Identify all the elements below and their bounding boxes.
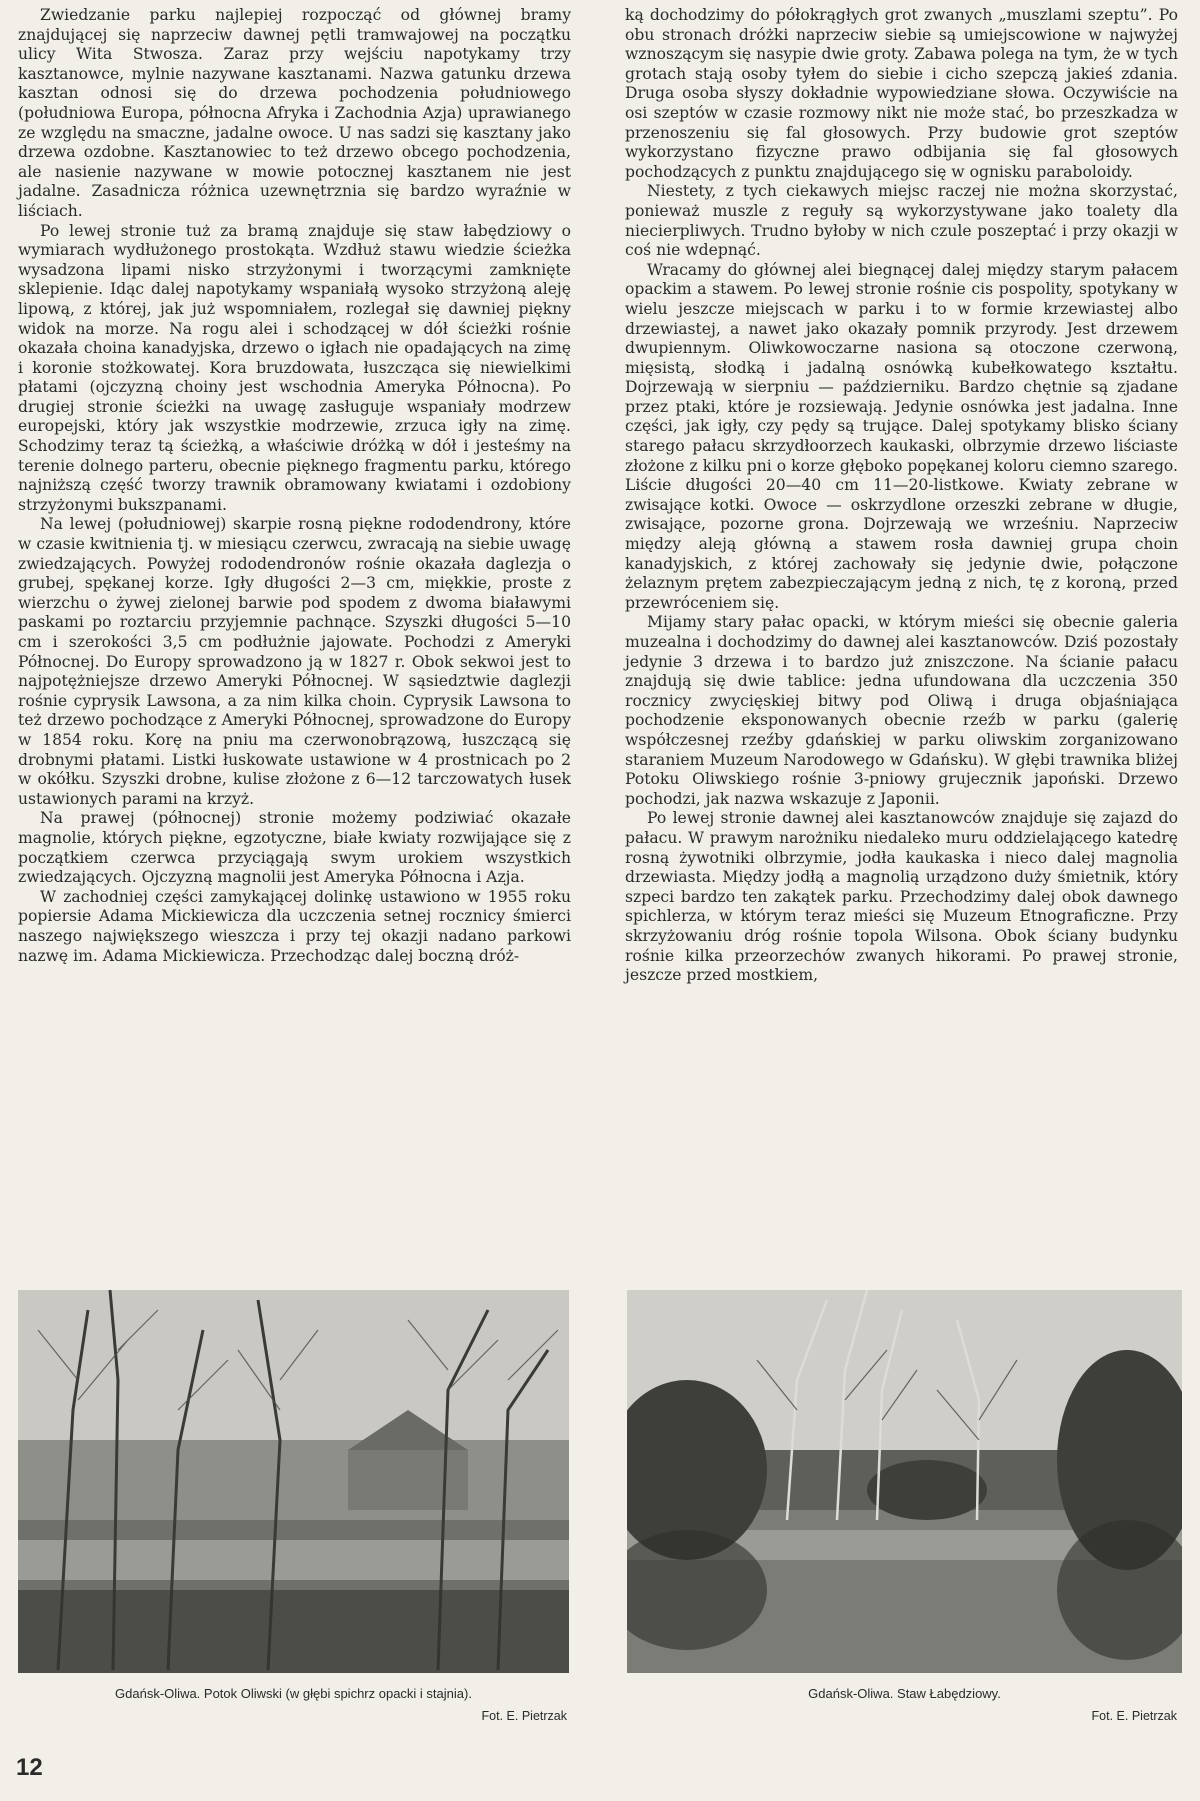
photo-credit: Fot. E. Pietrzak — [481, 1709, 567, 1723]
right-text-column — [625, 6, 1178, 986]
left-text-column — [18, 6, 571, 966]
photo-staw-labedziowy-image — [627, 1290, 1182, 1673]
photo-caption: Gdańsk-Oliwa. Staw Łabędziowy. — [808, 1686, 1001, 1701]
paragraph: ką dochodzimy do półokrągłych grot zwanych „muszlami szeptu”. Po obu stronach dróżki naprzeciw siebie są umiejscowione w najwyżej wznoszącym się nasypie dwie groty. Zabawa polega na tym, że w tych grotach stają osoby tyłem do siebie i cicho szepczą jakieś zdania. Druga osoba słyszy dokładnie wypowiedziane słowa. Oczywiście na osi szeptów w czasie rozmowy nikt nie może stać, bo przeszkadza w przenoszeniu się fal głosowych. Przy budowie grot szeptów wykorzystano fizyczne prawo odbijania się fal głosowych pochodzących z punktu znajdującego się w ognisku paraboloidy. — [625, 6, 1178, 181]
photo-credit: Fot. E. Pietrzak — [1091, 1709, 1177, 1723]
paragraph: Niestety, z tych ciekawych miejsc raczej nie można skorzystać, ponieważ muszle z reguły są wykorzystywane jako toalety dla niecierpliwych. Trudno byłoby w nich czule poszeptać i przy okazji w coś nie wdepnąć. — [625, 182, 1178, 260]
paragraph: Na lewej (południowej) skarpie rosną piękne rododendrony, które w czasie kwitnienia tj. w miesiącu czerwcu, zwracają na siebie uwagę zwiedzających. Powyżej rododendronów rośnie okazała daglezja o grubej, spękanej korze. Igły długości 2—3 cm, miękkie, proste z wierzchu o żywej zielonej barwie pod spodem z dwoma białawymi paskami po roztarciu przyjemnie pachnące. Szyszki długości 5—10 cm i szerokości 3,5 cm podłużnie jajowate. Pochodzi z Ameryki Północnej. Do Europy sprowadzono ją w 1827 r. Obok sekwoi jest to najpotężniejsze drzewo Ameryki Północnej. W sąsiedztwie daglezji rośnie cyprysik Lawsona, a za nim kilka choin. Cyprysik Lawsona to też drzewo pochodzące z Ameryki Północnej, sprowadzone do Europy w 1854 roku. Korę na pniu ma czerwonobrązową, łuszczącą się drobnymi płatami. Listki łuskowate ustawione w 4 prostnicach po 2 w okółku. Szyszki drobne, kulise złożone z 6—12 tarczowatych łusek ustawionych parami na krzyż. — [18, 515, 571, 808]
photo-potok-oliwski-image — [18, 1290, 569, 1673]
photo-potok-oliwski — [18, 1290, 569, 1673]
page-number: 12 — [16, 1754, 43, 1781]
paragraph: Wracamy do głównej alei biegnącej dalej między starym pałacem opackim a stawem. Po lewej stronie rośnie cis pospolity, spotykany w wielu jeszcze miejscach w parku i to w formie krzewiastej albo drzewiastej, a nawet jako okazały pomnik przyrody. Jest drzewem dwupiennym. Oliwkowoczarne nasiona są otoczone czerwoną, mięsistą, słodką i jadalną osnówką kubełkowatego kształtu. Dojrzewają w sierpniu — październiku. Bardzo chętnie są zjadane przez ptaki, które je rozsiewają. Jedynie osnówka jest jadalna. Inne części, jak igły, czy pędy są trujące. Dalej spotykamy blisko ściany starego pałacu skrzydłoorzech kaukaski, olbrzymie drzewo liściaste złożone z kilku pni o korze głęboko popękanej koloru ciemno szarego. Liście długości 20—40 cm 11—20-listkowe. Kwiaty zebrane w zwisające kotki. Owoce — oskrzydlone orzeszki zebrane w długie, zwisające, pozorne grona. Dojrzewają we wrześniu. Naprzeciw między aleją główną a stawem rosła dawniej grupa choin kanadyjskich, z której zachowały się jedynie dwie, połączone żelaznym prętem zabezpieczającym jedną z nich, tę z koroną, przed przewróceniem się. — [625, 260, 1178, 612]
paragraph: W zachodniej części zamykającej dolinkę ustawiono w 1955 roku popiersie Adama Mickiewicza dla uczczenia setnej rocznicy śmierci naszego największego wieszcza i przy tej okazji nadano parkowi nazwę im. Adama Mickiewicza. Przechodząc dalej boczną dróż- — [18, 887, 571, 965]
paragraph: Mijamy stary pałac opacki, w którym mieści się obecnie galeria muzealna i dochodzimy do dawnej alei kasztanowców. Dziś pozostały jedynie 3 drzewa i to bardzo już zniszczone. Na ścianie pałacu znajdują się dwie tablice: jedna ufundowana dla uczczenia 350 rocznicy zwycięskiej bitwy pod Oliwą i druga objaśniająca pochodzenie eksponowanych obecnie rzeźb w parku (galerię współczesnej rzeźby gdańskiej w parku oliwskim zorganizowano staraniem Muzeum Narodowego w Gdańsku). W głębi trawnika bliżej Potoku Oliwskiego rośnie 3-pniowy grujecznik japoński. Drzewo pochodzi, jak nazwa wskazuje z Japonii. — [625, 613, 1178, 808]
photo-caption: Gdańsk-Oliwa. Potok Oliwski (w głębi spichrz opacki i stajnia). — [115, 1686, 472, 1701]
paragraph: Na prawej (północnej) stronie możemy podziwiać okazałe magnolie, których piękne, egzotyczne, białe kwiaty rozwijające się z początkiem czerwca przyciągają swym urokiem wszystkich zwiedzających. Ojczyzną magnolii jest Ameryka Północna i Azja. — [18, 809, 571, 887]
paragraph: Po lewej stronie tuż za bramą znajduje się staw łabędziowy o wymiarach wydłużonego prostokąta. Wzdłuż stawu wiedzie ścieżka wysadzona lipami nisko strzyżonymi i tworzącymi zamknięte sklepienie. Idąc dalej napotykamy wspaniałą wysoko strzyżoną aleję lipową, z której, jak już wspomniałem, rozlegał się dawniej piękny widok na morze. Na rogu alei i schodzącej w dół ścieżki rośnie okazała choina kanadyjska, drzewo o igłach nie opadających na zimę i koronie stożkowatej. Kora bruzdowata, łuszcząca się niewielkimi płatami (ojczyzną choiny jest wschodnia Ameryka Północna). Po drugiej stronie ścieżki na uwagę zasługuje wspaniały modrzew europejski, który jak wszystkie modrzewie, zrzuca igły na zimę. Schodzimy teraz tą ścieżką, a właściwie dróżką w dół i jesteśmy na terenie dolnego parteru, obecnie pięknego fragmentu parku, którego najniższą część tworzy trawnik obramowany kwiatami i ozdobiony strzyżonymi bukszpanami. — [18, 221, 571, 514]
paragraph: Po lewej stronie dawnej alei kasztanowców znajduje się zajazd do pałacu. W prawym narożniku niedaleko muru oddzielającego katedrę rosną żywotniki olbrzymie, jodła kaukaska i nieco dalej magnolia drzewiasta. Między jodłą a magnolią urządzono duży śmietnik, który szpeci bardzo ten zakątek parku. Przechodzimy dalej obok dawnego spichlerza, w którym teraz mieści się Muzeum Etnograficzne. Przy skrzyżowaniu dróg rośnie topola Wilsona. Obok ściany budynku rośnie kilka przeorzechów zwanych hikorami. Po prawej stronie, jeszcze przed mostkiem, — [625, 809, 1178, 985]
photo-staw-labedziowy — [627, 1290, 1182, 1673]
paragraph: Zwiedzanie parku najlepiej rozpocząć od głównej bramy znajdującej się naprzeciw dawnej pętli tramwajowej na początku ulicy Wita Stwosza. Zaraz przy wejściu napotykamy trzy kasztanowce, mylnie nazywane kasztanami. Nazwa gatunku drzewa kasztan odnosi się do drzewa pochodzenia południowego (południowa Europa, północna Afryka i Zachodnia Azja) uprawianego ze względu na smaczne, jadalne owoce. U nas sadzi się kasztany jako drzewa ozdobne. Kasztanowiec to też drzewo obcego pochodzenia, ale nasienie nazywane w mowie potocznej kasztanem nie jest jadalne. Zasadnicza różnica uzewnętrznia się bardzo wyraźnie w liściach. — [18, 6, 571, 220]
